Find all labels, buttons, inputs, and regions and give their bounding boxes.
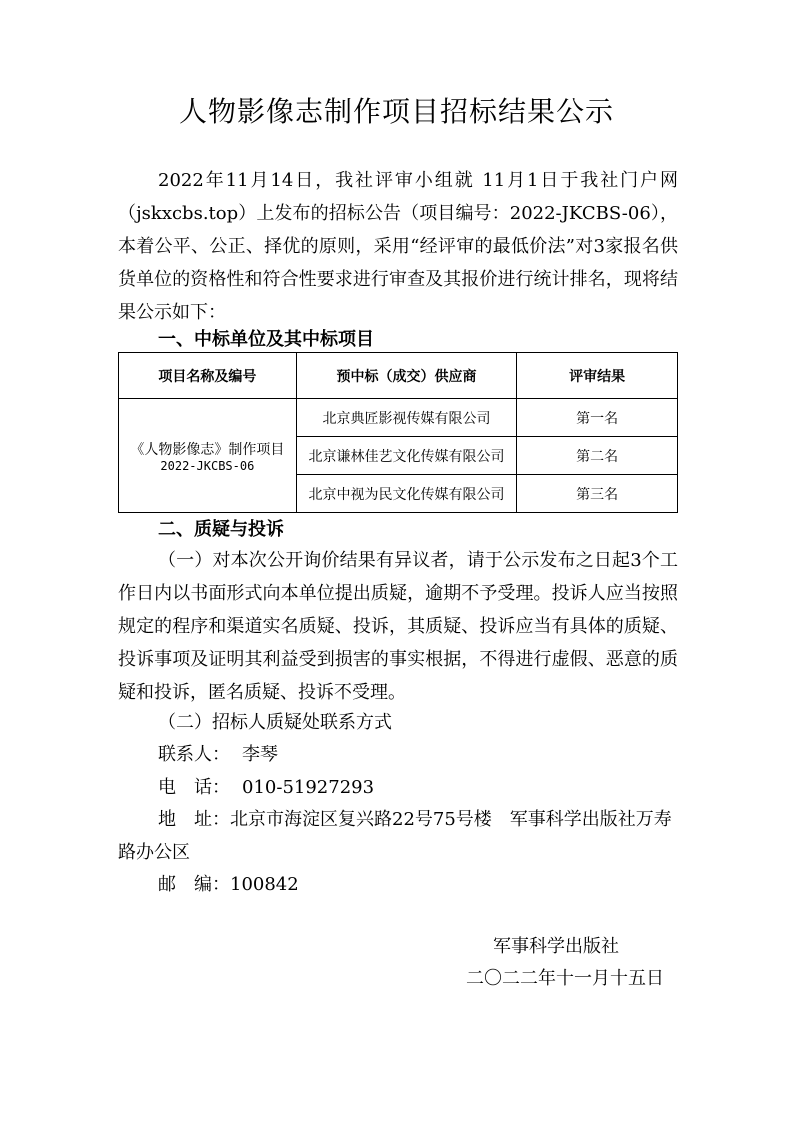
table-row	[119, 399, 678, 437]
contact-heading: （二）招标人质疑处联系方式	[158, 712, 392, 733]
contact-address-label: 地 址：	[158, 809, 230, 830]
intro-paragraph: 2022年11月14日，我社评审小组就 11月1日于我社门户网（jskxcbs.top）上发布的招标公告（项目编号：2022-JKCBS-06），本着公平、公正、择优的原则，采用“经评审的最低价法”对3家报名供货单位的资格性和符合性要求进行审查及其报价进行统计排名，现将结果公示如下：	[118, 170, 678, 323]
project-cell	[119, 399, 297, 513]
contact-postcode	[118, 868, 718, 901]
contact-person	[118, 738, 718, 771]
signature-date: 二〇二二年十一月十五日	[466, 968, 664, 989]
header-project: 项目名称及编号	[119, 353, 297, 399]
result-cell: 第三名	[517, 475, 678, 513]
header-supplier: 预中标（成交）供应商	[296, 353, 517, 399]
supplier-cell: 北京典匠影视传媒有限公司	[296, 399, 517, 437]
contact-phone	[118, 771, 718, 804]
contact-address	[118, 803, 678, 869]
table-header-row	[119, 353, 678, 399]
supplier-cell: 北京中视为民文化传媒有限公司	[296, 475, 517, 513]
contact-person-value: 李琴	[242, 744, 278, 765]
contact-postcode-label: 邮 编：	[158, 874, 230, 895]
result-cell: 第一名	[517, 399, 678, 437]
contact-postcode-value: 100842	[230, 874, 299, 895]
signature-org: 军事科学出版社	[493, 936, 619, 957]
project-code: 2022-JKCBS-06	[160, 458, 255, 473]
section2-heading: 二、质疑与投诉	[158, 519, 284, 540]
contact-address-value: 北京市海淀区复兴路22号75号楼 军事科学出版社万寿路办公区	[118, 809, 672, 863]
contact-person-label: 联系人：	[158, 744, 230, 765]
result-table	[118, 352, 678, 513]
result-cell: 第二名	[517, 437, 678, 475]
supplier-cell: 北京谦林佳艺文化传媒有限公司	[296, 437, 517, 475]
complaint-paragraph: （一）对本次公开询价结果有异议者，请于公示发布之日起3个工作日内以书面形式向本单位提出质疑，逾期不予受理。投诉人应当按照规定的程序和渠道实名质疑、投诉，其质疑、投诉应当有具体的质疑、投诉事项及证明其利益受到损害的事实根据，不得进行虚假、恶意的质疑和投诉，匿名质疑、投诉不受理。	[118, 550, 678, 703]
project-name: 《人物影像志》制作项目	[130, 441, 285, 458]
page-title: 人物影像志制作项目招标结果公示	[178, 95, 614, 128]
header-result: 评审结果	[517, 353, 678, 399]
contact-phone-label: 电 话：	[158, 777, 230, 798]
section1-heading: 一、中标单位及其中标项目	[158, 329, 374, 350]
contact-phone-value: 010-51927293	[242, 777, 375, 798]
